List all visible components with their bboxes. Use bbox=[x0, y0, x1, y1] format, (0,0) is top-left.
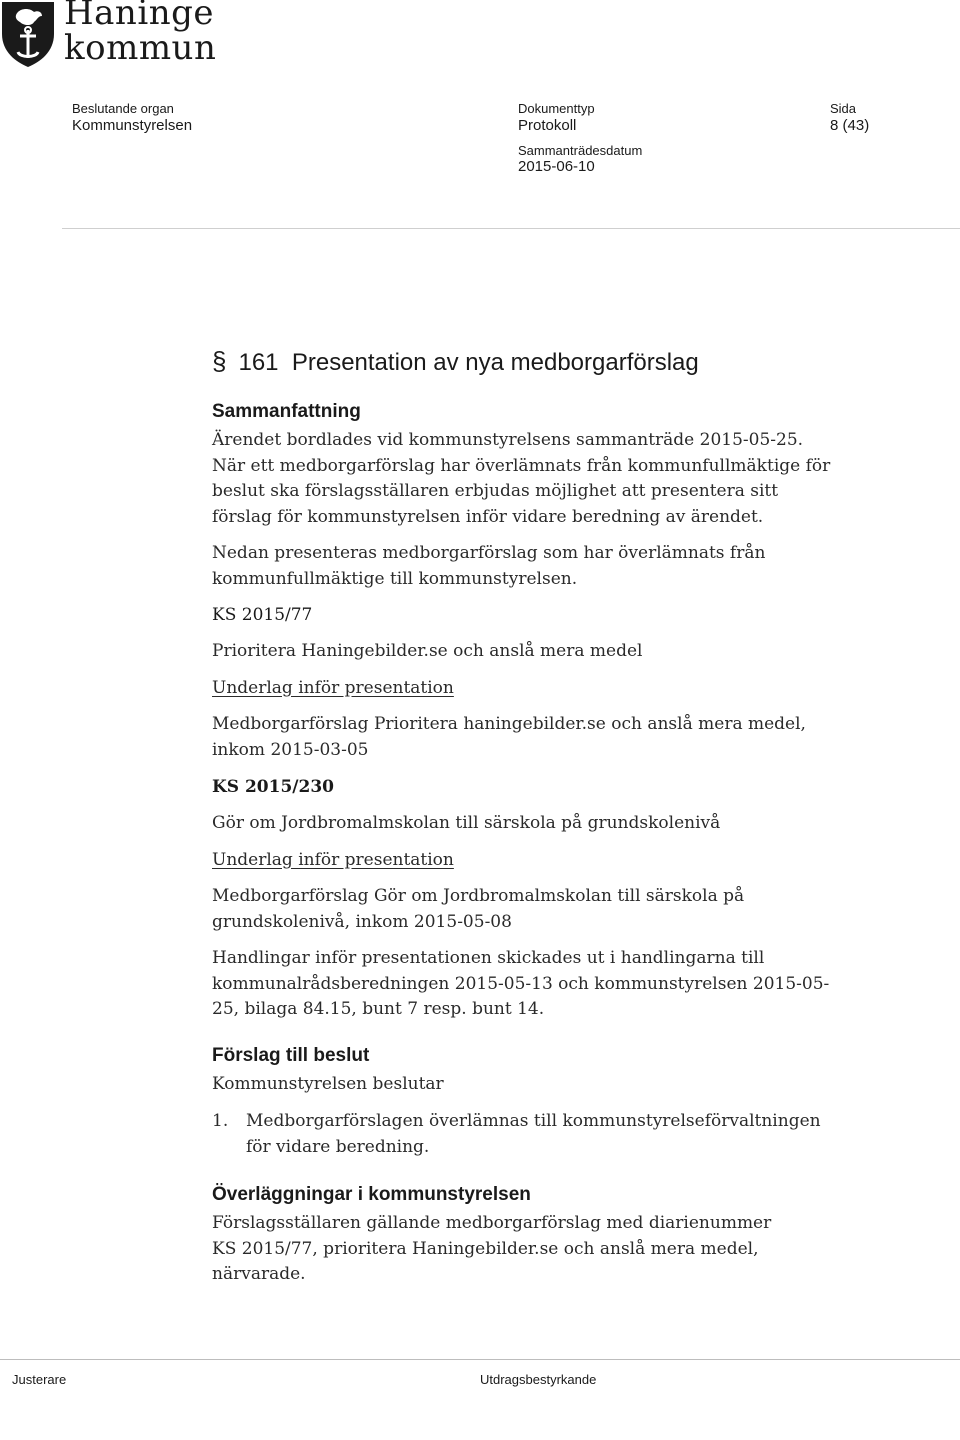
case-1-description: Medborgarförslag Prioritera haningebilder.se och anslå mera medel, inkom 2015-03-05 bbox=[212, 714, 806, 760]
summary-paragraph-2: När ett medborgarförslag har överlämnats från kommunfullmäktige för beslut ska förslagsställaren erbjudas möjlighet att presentera sitt förslag för kommunstyrelsen inför vidare beredning av ärendet. bbox=[212, 455, 831, 527]
case-2-title: Gör om Jordbromalmskolan till särskola på grundskolenivå bbox=[212, 813, 721, 833]
logo-wordmark bbox=[64, 0, 216, 66]
page-value: 8 (43) bbox=[830, 117, 870, 134]
summary-heading: Sammanfattning bbox=[212, 401, 361, 422]
case-2-material-link[interactable]: Underlag inför presentation bbox=[212, 849, 454, 870]
deliberation-text: Förslagsställaren gällande medborgarförslag med diarienummer KS 2015/77, prioritera Haningebilder.se och anslå mera medel, närvarade. bbox=[212, 1213, 772, 1284]
paragraph-symbol: § bbox=[212, 346, 227, 376]
proposal-item-text: Medborgarförslagen överlämnas till kommunstyrelseförvaltningen för vidare beredning. bbox=[246, 1111, 821, 1157]
coat-of-arms-icon bbox=[0, 0, 56, 68]
case-2-number: KS 2015/230 bbox=[212, 777, 334, 797]
handlingar-paragraph: Handlingar inför presentationen skickades ut i handlingarna till kommunalrådsberedningen 2015-05-13 och kommunstyrelsen 2015-05-25, bilaga 84.15, bunt 7 resp. bunt 14. bbox=[212, 948, 830, 1019]
case-1-number: KS 2015/77 bbox=[212, 605, 313, 625]
proposal-item-number: 1. bbox=[212, 1111, 229, 1131]
justerare-label: Justerare bbox=[12, 1372, 67, 1387]
page-label: Sida bbox=[830, 101, 857, 116]
date-value: 2015-06-10 bbox=[518, 158, 595, 175]
logo-line-2: kommun bbox=[64, 28, 217, 68]
date-label: Sammanträdesdatum bbox=[518, 143, 643, 158]
case-2-description: Medborgarförslag Gör om Jordbromalmskolan till särskola på grundskolenivå, inkom 2015-05-08 bbox=[212, 886, 745, 932]
paragraph-title-text: 161 Presentation av nya medborgarförslag bbox=[238, 349, 699, 376]
proposal-item bbox=[212, 1109, 832, 1160]
organ-label: Beslutande organ bbox=[72, 101, 174, 116]
main-content bbox=[212, 346, 832, 1288]
case-1-material-link[interactable]: Underlag inför presentation bbox=[212, 677, 454, 698]
footer-divider bbox=[0, 1359, 960, 1360]
header-divider bbox=[62, 228, 960, 229]
doctype-label: Dokumenttyp bbox=[518, 101, 595, 116]
summary-paragraph-3: Nedan presenteras medborgarförslag som har överlämnats från kommunfullmäktige till kommunstyrelsen. bbox=[212, 543, 766, 589]
case-1-title: Prioritera Haningebilder.se och anslå mera medel bbox=[212, 641, 643, 661]
paragraph-title bbox=[212, 346, 832, 377]
organ-value: Kommunstyrelsen bbox=[72, 117, 193, 134]
utdragsbestyrkande-label: Utdragsbestyrkande bbox=[480, 1372, 597, 1387]
logo-line-1: Haninge bbox=[64, 0, 214, 33]
haninge-kommun-logo bbox=[0, 0, 230, 72]
proposal-intro: Kommunstyrelsen beslutar bbox=[212, 1073, 444, 1094]
summary-paragraph-1: Ärendet bordlades vid kommunstyrelsens sammanträde 2015-05-25. bbox=[212, 430, 804, 450]
deliberation-heading: Överläggningar i kommunstyrelsen bbox=[212, 1184, 531, 1205]
proposal-heading: Förslag till beslut bbox=[212, 1044, 370, 1066]
doctype-value: Protokoll bbox=[518, 117, 577, 134]
